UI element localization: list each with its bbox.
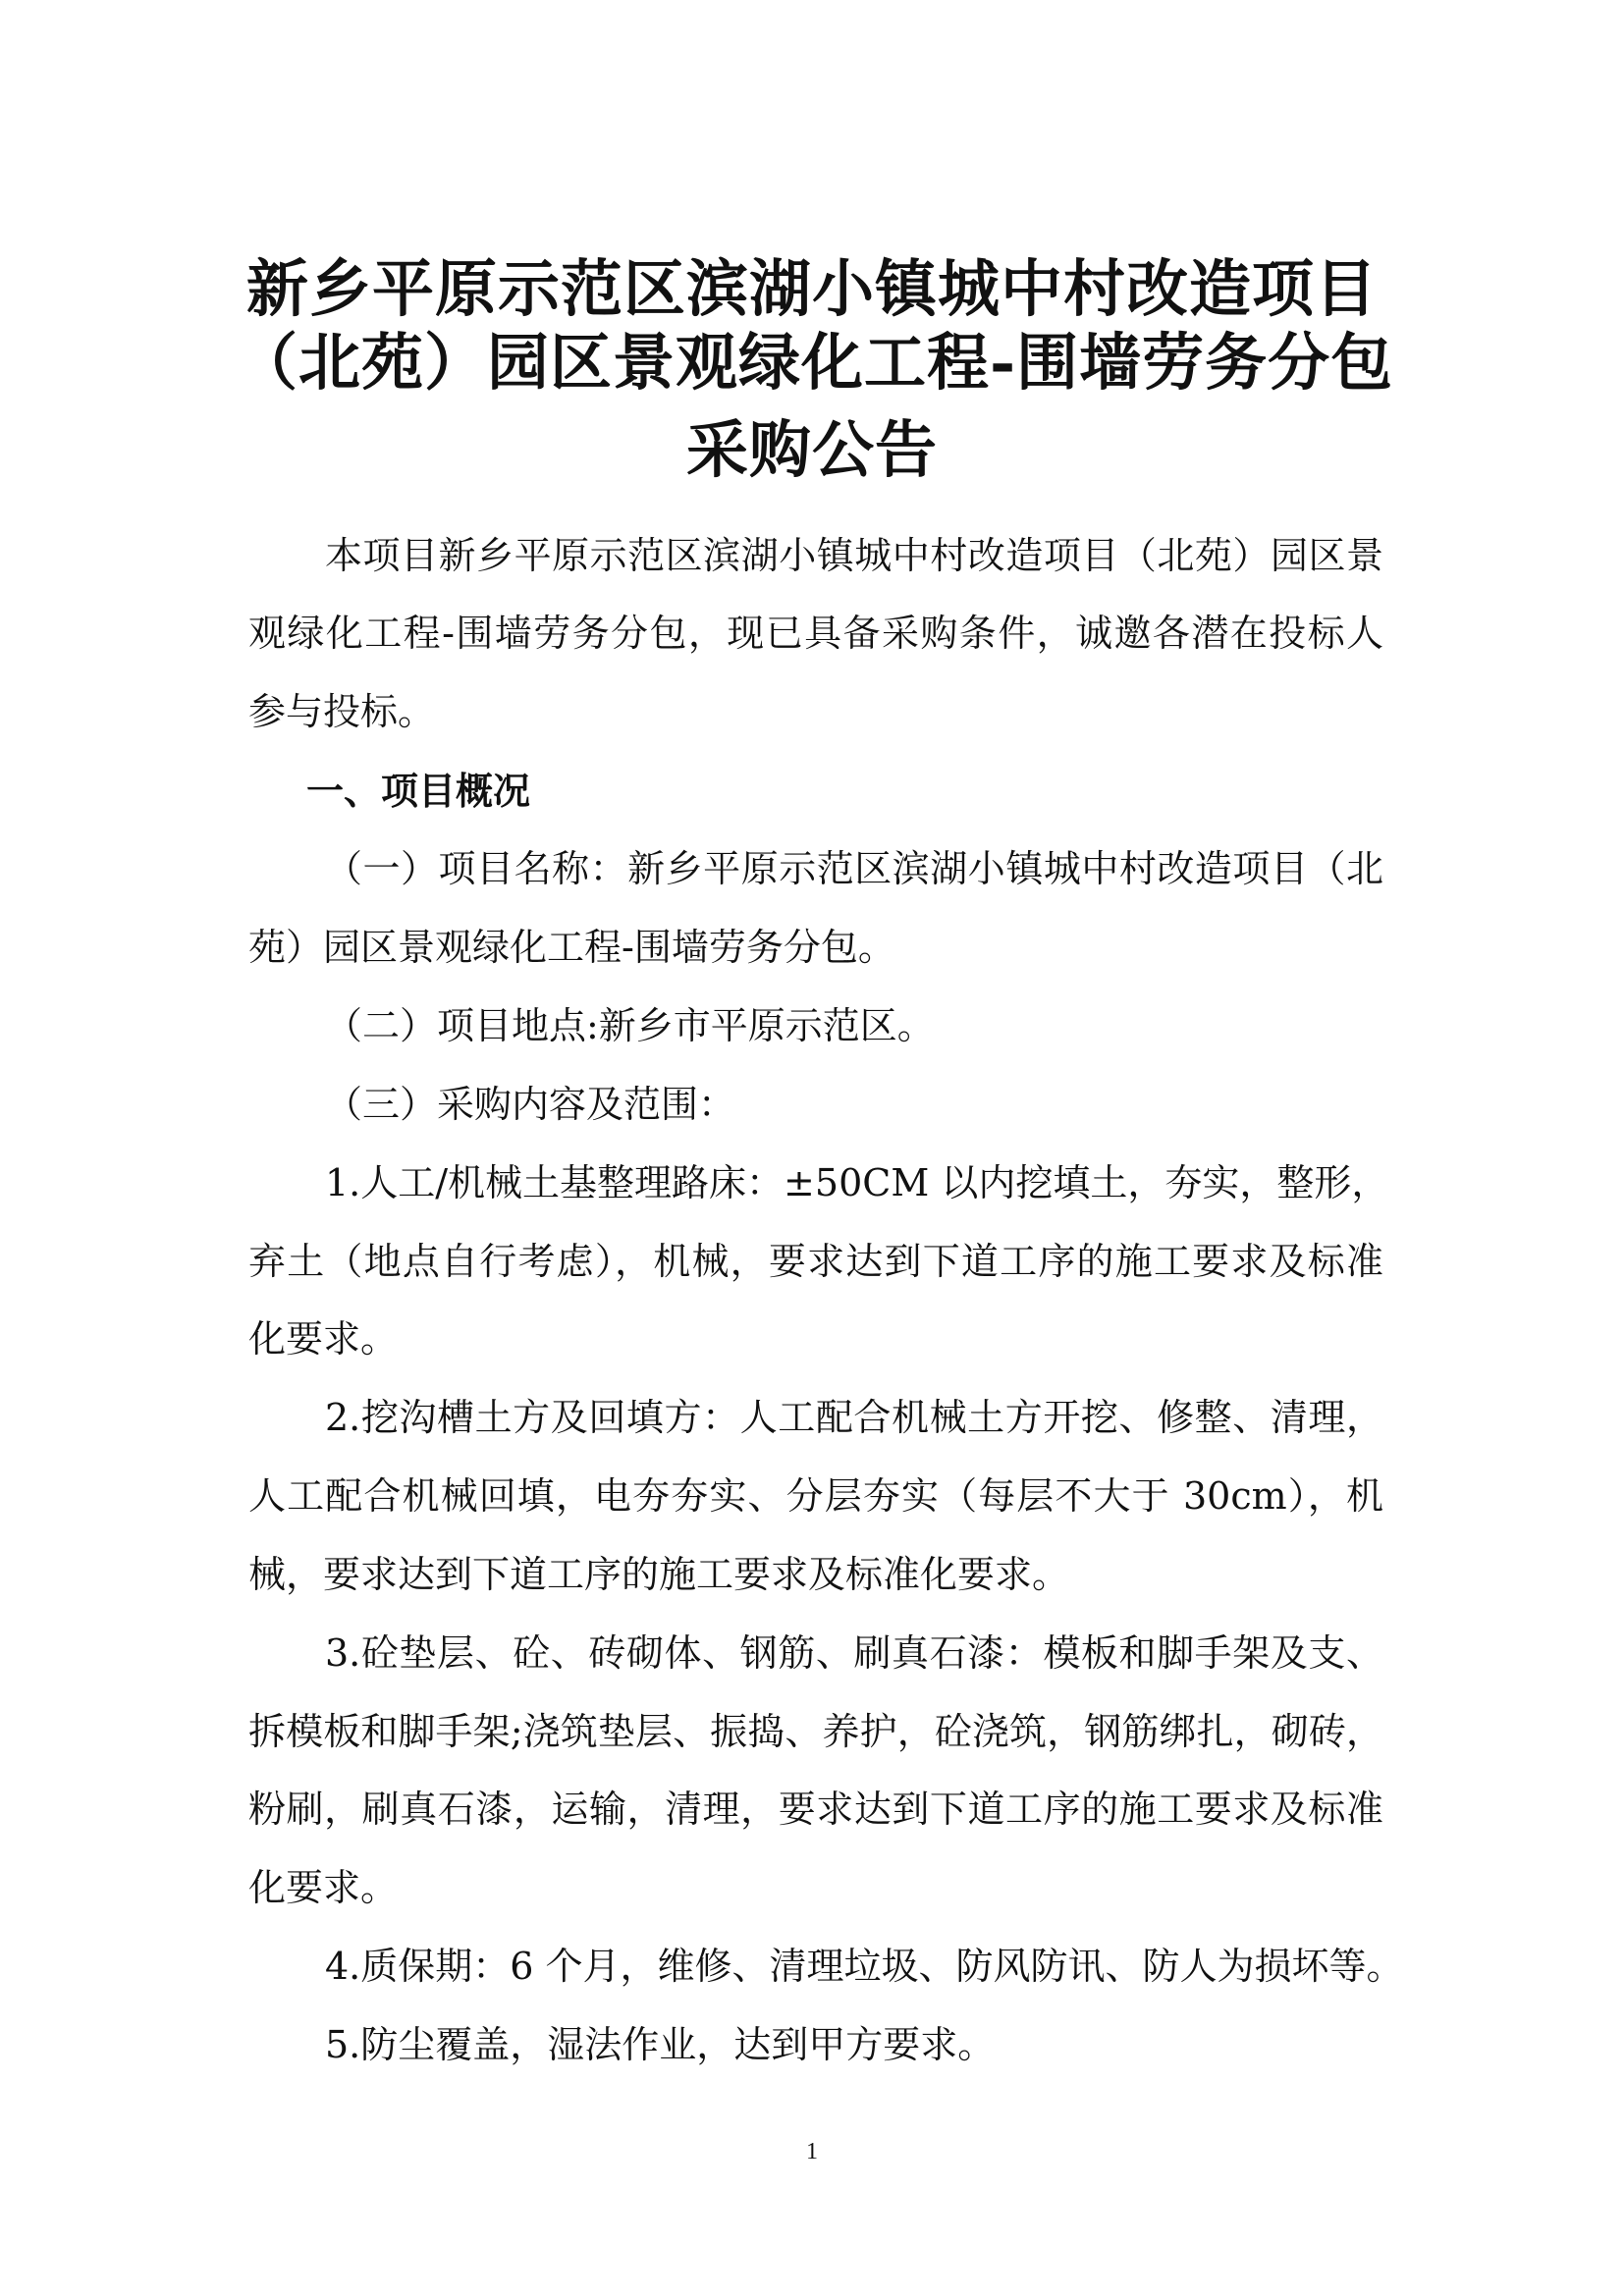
section-heading-project-overview: 一、项目概况 (306, 769, 531, 813)
scope1-line-1: 1.人工/机械土基整理路床：±50CM 以内挖填土，夯实，整形， (325, 1161, 1389, 1204)
scope3-line-1: 3.砼垫层、砼、砖砌体、钢筋、刷真石漆：模板和脚手架及支、 (325, 1631, 1383, 1675)
scope2-line-2: 人工配合机械回填，电夯夯实、分层夯实（每层不大于 30cm），机 (248, 1474, 1383, 1518)
scope3-line-2: 拆模板和脚手架;浇筑垫层、振捣、养护，砼浇筑，钢筋绑扎，砌砖， (248, 1710, 1383, 1753)
scope2-line-3: 械，要求达到下道工序的施工要求及标准化要求。 (248, 1553, 1070, 1596)
title-line-3: 采购公告 (686, 413, 938, 486)
scope3-line-3: 粉刷，刷真石漆，运输，清理，要求达到下道工序的施工要求及标准 (248, 1788, 1383, 1831)
scope1-line-3: 化要求。 (248, 1317, 399, 1361)
scope5-line: 5.防尘覆盖，湿法作业，达到甲方要求。 (325, 2023, 996, 2066)
title-line-2: （北苑）园区景观绿化工程-围墙劳务分包 (236, 326, 1394, 399)
scope4-line: 4.质保期：6 个月，维修、清理垃圾、防风防讯、防人为损坏等。 (325, 1945, 1404, 1988)
intro-line-3: 参与投标。 (248, 690, 436, 733)
page-number: 1 (806, 2139, 818, 2164)
item1-line-1: （一）项目名称：新乡平原示范区滨湖小镇城中村改造项目（北 (325, 847, 1383, 890)
scope3-line-4: 化要求。 (248, 1866, 399, 1909)
scope2-line-1: 2.挖沟槽土方及回填方：人工配合机械土方开挖、修整、清理， (325, 1396, 1383, 1439)
item3-line: （三）采购内容及范围： (325, 1083, 736, 1126)
title-line-1: 新乡平原示范区滨湖小镇城中村改造项目 (246, 252, 1378, 325)
item2-line: （二）项目地点:新乡市平原示范区。 (325, 1004, 935, 1047)
scope1-line-2: 弃土（地点自行考虑），机械，要求达到下道工序的施工要求及标准 (248, 1240, 1383, 1283)
intro-line-2: 观绿化工程-围墙劳务分包，现已具备采购条件，诚邀各潜在投标人 (248, 612, 1383, 655)
intro-line-1: 本项目新乡平原示范区滨湖小镇城中村改造项目（北苑）园区景 (325, 534, 1383, 577)
item1-line-2: 苑）园区景观绿化工程-围墙劳务分包。 (248, 926, 895, 969)
